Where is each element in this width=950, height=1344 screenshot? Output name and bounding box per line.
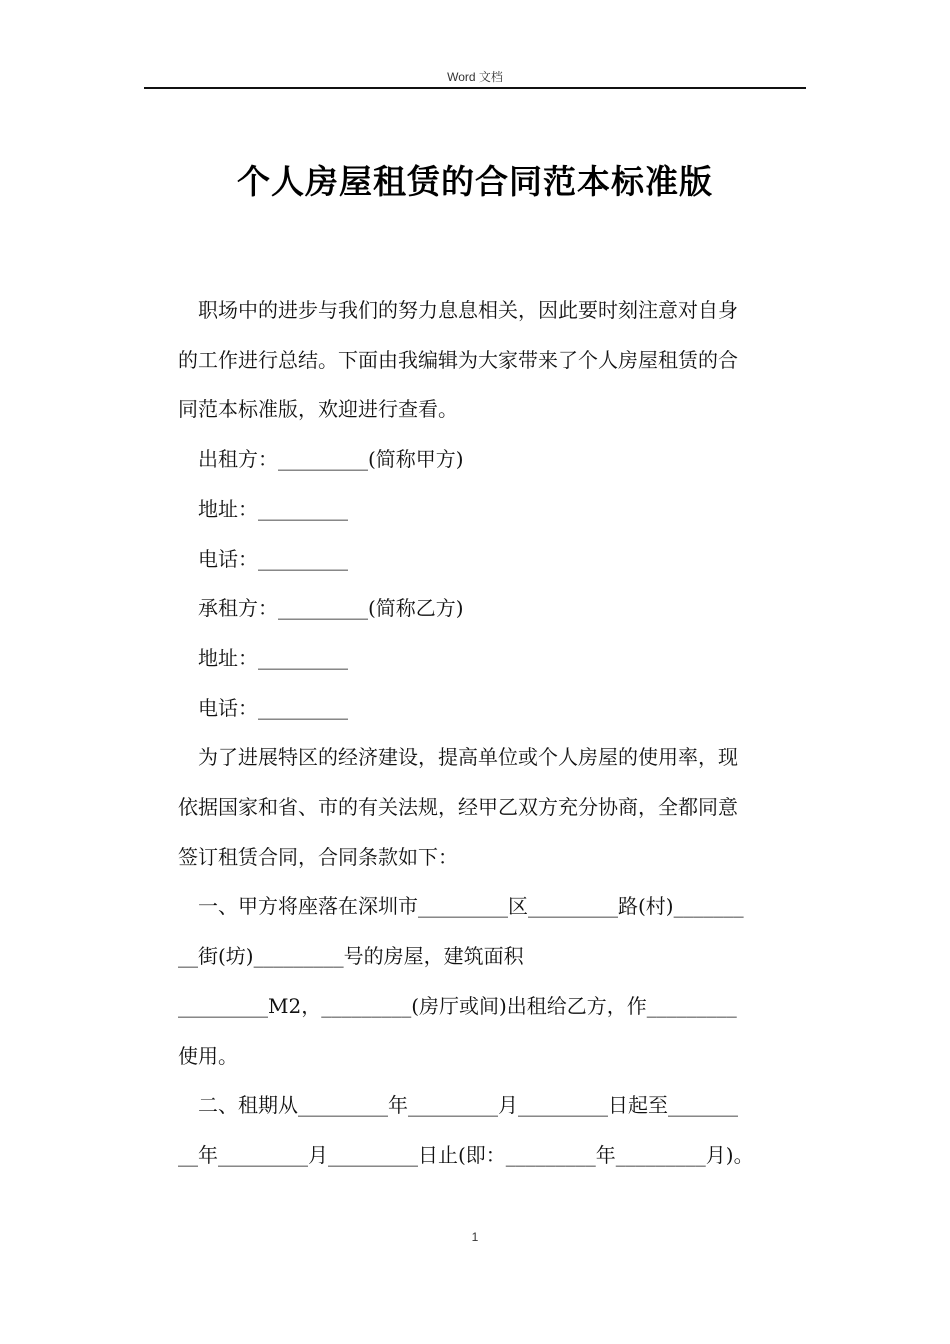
intro-line-2: 的工作进行总结。下面由我编辑为大家带来了个人房屋租赁的合 bbox=[178, 347, 738, 372]
clause-2-paragraph bbox=[178, 1081, 806, 1180]
page-number: 1 bbox=[471, 1230, 479, 1244]
lessor-address-line: 地址：_________ bbox=[198, 496, 348, 521]
clause-1-line-3: _________M2，_________(房厅或间)出租给乙方，作_________ bbox=[178, 993, 737, 1018]
preamble-line-3: 签订租赁合同，合同条款如下： bbox=[178, 844, 458, 869]
lessee-phone-line: 电话：_________ bbox=[198, 695, 348, 720]
header-divider bbox=[144, 87, 806, 89]
clause-1-paragraph bbox=[178, 882, 806, 1081]
intro-line-3: 同范本标准版，欢迎进行查看。 bbox=[178, 397, 458, 422]
page-header-label: Word 文档 bbox=[447, 70, 503, 84]
lessor-line: 出租方：_________(简称甲方) bbox=[198, 447, 464, 472]
clause-1-line-4: 使用。 bbox=[178, 1043, 238, 1068]
lessee-line: 承租方：_________(简称乙方) bbox=[198, 596, 464, 621]
preamble-line-2: 依据国家和省、市的有关法规，经甲乙双方充分协商，全都同意 bbox=[178, 795, 738, 820]
clause-2-line-1: 二、租期从_________年_________月_________日起至_______ bbox=[198, 1093, 738, 1118]
lessee-address-line: 地址：_________ bbox=[198, 645, 348, 670]
lessor-phone-line: 电话：_________ bbox=[198, 546, 348, 571]
clause-1-line-2: __街(坊)_________号的房屋，建筑面积 bbox=[178, 944, 524, 969]
intro-paragraph bbox=[178, 286, 806, 435]
clause-2-line-2: __年_________月_________日止(即：_________年_________月)。 bbox=[178, 1142, 754, 1167]
preamble-line-1: 为了进展特区的经济建设，提高单位或个人房屋的使用率，现 bbox=[198, 745, 738, 770]
clause-1-line-1: 一、甲方将座落在深圳市_________区_________路(村)_______ bbox=[198, 894, 744, 919]
document-title: 个人房屋租赁的合同范本标准版 bbox=[237, 162, 713, 201]
preamble-paragraph bbox=[178, 733, 806, 882]
intro-line-1: 职场中的进步与我们的努力息息相关，因此要时刻注意对自身 bbox=[198, 298, 738, 322]
document-body bbox=[178, 286, 806, 1181]
